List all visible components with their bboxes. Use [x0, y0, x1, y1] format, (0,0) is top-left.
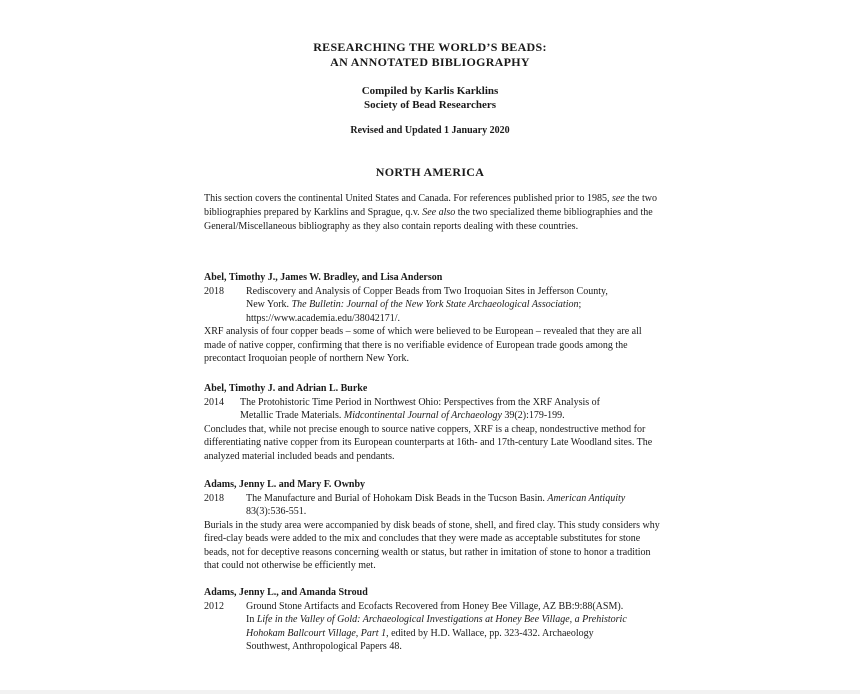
journal-title: Midcontinental Journal of Archaeology: [343, 410, 502, 421]
bibliography-entry: [204, 271, 664, 366]
entry-year: 2012: [204, 600, 224, 612]
journal-title: The Bulletin: Journal of the New York State Archaeological Association: [291, 299, 579, 310]
citation-line-1: Rediscovery and Analysis of Copper Beads from Two Iroquoian Sites in Jefferson County,: [246, 285, 608, 297]
bibliography-entry: [204, 382, 664, 463]
entry-author: Adams, Jenny L. and Mary F. Ownby: [204, 479, 366, 490]
citation-line-1: The Protohistoric Time Period in Northwest Ohio: Perspectives from the XRF Analysis of: [240, 396, 600, 408]
entry-author: Abel, Timothy J. and Adrian L. Burke: [204, 383, 368, 394]
entry-annotation: XRF analysis of four copper beads – some of which were believed to be European – revealed that they are all made of native copper, confirming that there is no verifiable evidence of European trade goods among the precontact Iroquoian people of northern New York.: [204, 326, 642, 364]
bibliography-entry: [204, 586, 664, 654]
citation-line-1: Ground Stone Artifacts and Ecofacts Recovered from Honey Bee Village, AZ BB:9:88(ASM).: [246, 600, 624, 612]
citation-line-2: [204, 298, 664, 312]
title-line-1: RESEARCHING THE WORLD’S BEADS:: [313, 40, 547, 54]
entry-author: Abel, Timothy J., James W. Bradley, and Lisa Anderson: [204, 272, 443, 283]
section-intro: [204, 192, 664, 234]
citation-url: https://www.academia.edu/38042171/.: [246, 312, 401, 324]
citation-line-1: [204, 492, 664, 506]
entry-citation: [204, 396, 664, 423]
citation-text: In: [246, 614, 257, 625]
citation-line-2: [204, 613, 664, 627]
citation-text: 39(2):179-199.: [501, 410, 565, 421]
entry-citation: [204, 285, 664, 326]
compiler-organization: Society of Bead Researchers: [363, 99, 497, 111]
citation-line-4: Southwest, Anthropological Papers 48.: [246, 641, 402, 652]
intro-text-1: This section covers the continental United States and Canada. For references published prior to 1985,: [204, 193, 612, 204]
citation-text: ;: [578, 299, 582, 310]
revision-date: Revised and Updated 1 January 2020: [350, 125, 510, 136]
entry-year: 2018: [204, 285, 224, 297]
citation-text: , edited by H.D. Wallace, pp. 323-432. Archaeology: [386, 627, 594, 639]
book-title: Hohokam Ballcourt Village, Part 1: [246, 627, 387, 639]
page-bottom-edge: [0, 690, 860, 694]
intro-text-3: the two specialized theme bibliographies and the General/Miscellaneous bibliography as they also contain reports dealing with these countries.: [204, 207, 653, 232]
citation-line-2: 83(3):536-551.: [246, 506, 307, 517]
citation-text: New York.: [246, 299, 292, 310]
entry-citation: [204, 600, 664, 654]
book-title: Life in the Valley of Gold: Archaeological Investigations at Honey Bee Village, a Prehistoric: [256, 614, 627, 625]
entry-year: 2014: [204, 396, 224, 408]
entry-annotation: Concludes that, while not precise enough to source native coppers, XRF is a cheap, nondestructive method for differentiating native copper from its European counterparts at 16th- and 17th-century Late Woodland sites. The analyzed material included beads and pendants.: [204, 423, 653, 462]
intro-see: see: [611, 193, 625, 204]
entry-year: 2018: [204, 492, 224, 504]
entry-annotation: Burials in the study area were accompanied by disk beads of stone, shell, and fired clay. This study considers why fired-clay beads were added to the mix and concludes that they were made as acceptable substitutes for stone beads, not for deceptive reasons concerning wealth or status, but rather in imitation of stone to honor a tradition that could not otherwise be efficiently met.: [204, 519, 660, 571]
intro-see-also: See also: [422, 207, 456, 218]
compiler-name: Compiled by Karlis Karklins: [361, 85, 499, 97]
section-heading: NORTH AMERICA: [375, 165, 485, 179]
citation-line-3: [204, 627, 664, 641]
citation-text: Metallic Trade Materials.: [240, 410, 344, 421]
citation-line-2: [204, 409, 664, 423]
journal-title: American Antiquity: [547, 492, 626, 504]
title-line-2: AN ANNOTATED BIBLIOGRAPHY: [330, 55, 530, 69]
citation-text: The Manufacture and Burial of Hohokam Disk Beads in the Tucson Basin.: [246, 492, 548, 504]
intro-text-2: the two bibliographies prepared by Karklins and Sprague, q.v.: [204, 193, 657, 218]
bibliography-entry: [204, 478, 664, 573]
entry-author: Adams, Jenny L., and Amanda Stroud: [204, 587, 368, 598]
compiler-block: [0, 84, 860, 112]
document-title: [0, 40, 860, 70]
entry-citation: [204, 492, 664, 519]
